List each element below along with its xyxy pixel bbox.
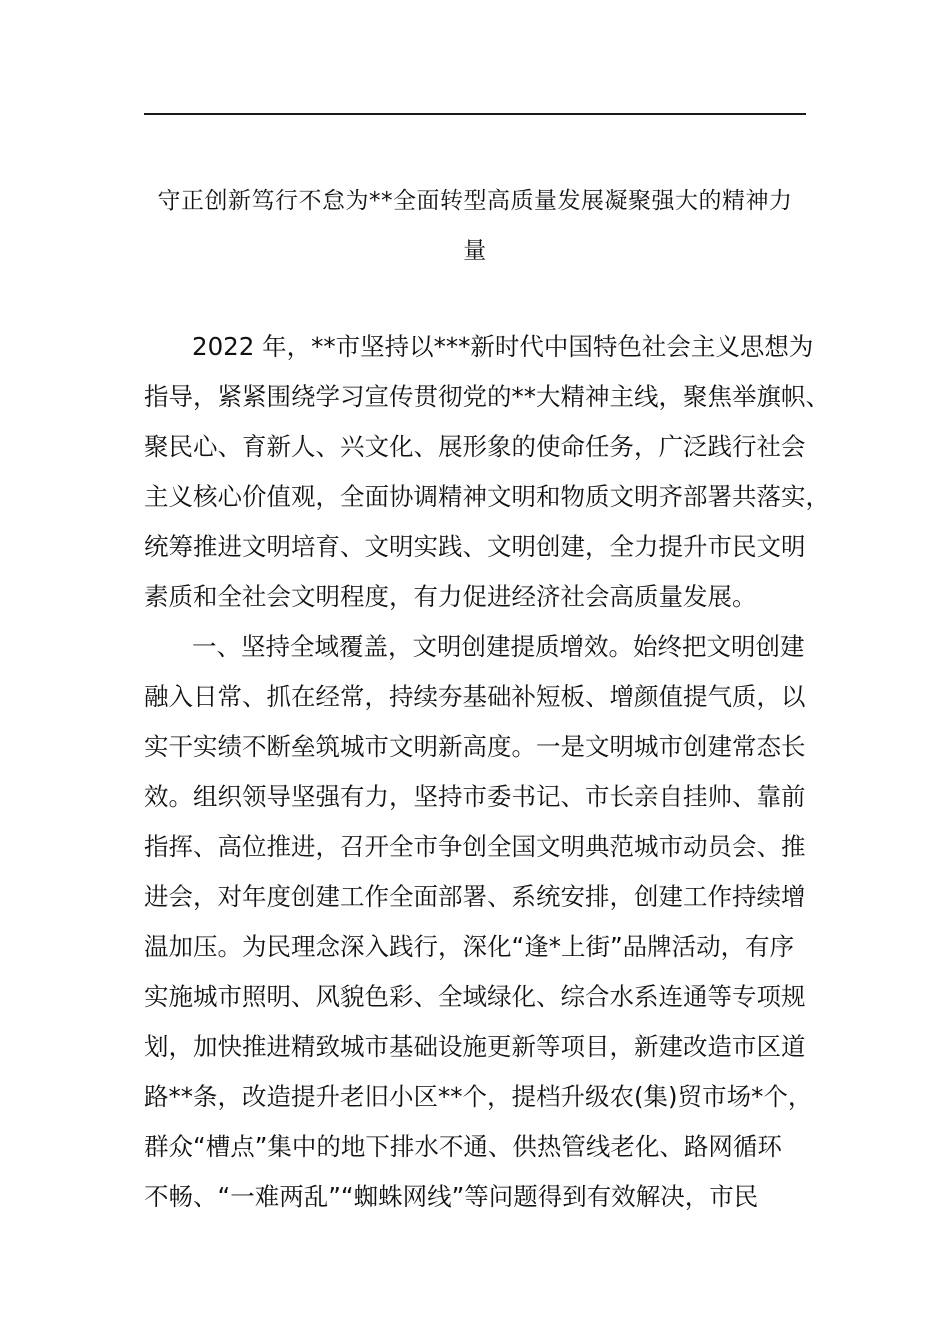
text-line: 效。组织领导坚强有力，坚持市委书记、市长亲自挂帅、靠前 (144, 782, 806, 811)
text-line: 划，加快推进精致城市基础设施更新等项目，新建改造市区道 (144, 1032, 806, 1061)
paragraph-intro (144, 322, 830, 622)
text-line: 一、坚持全域覆盖，文明创建提质增效。始终把文明创建 (192, 632, 805, 661)
paragraph-section-one (144, 622, 820, 1222)
text-line: 主义核心价值观，全面协调精神文明和物质文明齐部署共落实， (144, 482, 830, 511)
text-line: 进会，对年度创建工作全面部署、系统安排，创建工作持续增 (144, 882, 806, 911)
text-line: 聚民心、育新人、兴文化、展形象的使命任务，广泛践行社会 (144, 432, 806, 461)
text-line: 实干实绩不断垒筑城市文明新高度。一是文明城市创建常态长 (144, 732, 806, 761)
text-line: 温加压。为民理念深入践行，深化“逢*上街”品牌活动，有序 (144, 932, 795, 961)
text-line: 指导，紧紧围绕学习宣传贯彻党的**大精神主线，聚焦举旗帜、 (144, 382, 830, 411)
text-line: 融入日常、抓在经常，持续夯基础补短板、增颜值提气质，以 (144, 682, 806, 711)
text-line: 素质和全社会文明程度，有力促进经济社会高质量发展。 (144, 582, 757, 611)
text-line: 2022 年，**市坚持以***新时代中国特色社会主义思想为 (192, 332, 814, 361)
title-line: 量 (463, 238, 487, 264)
text-line: 统筹推进文明培育、文明实践、文明创建，全力提升市民文明 (144, 532, 806, 561)
document-title (140, 176, 810, 276)
title-line: 守正创新笃行不怠为**全面转型高质量发展凝聚强大的精神力 (157, 188, 793, 214)
text-line: 路**条，改造提升老旧小区**个，提档升级农(集)贸市场*个， (144, 1082, 813, 1111)
header-rule (144, 113, 806, 115)
document-body (144, 322, 830, 1222)
text-line: 指挥、高位推进，召开全市争创全国文明典范城市动员会、推 (144, 832, 806, 861)
text-line: 不畅、“一难两乱”“蜘蛛网线”等问题得到有效解决，市民 (144, 1182, 759, 1211)
text-line: 实施城市照明、风貌色彩、全域绿化、综合水系连通等专项规 (144, 982, 806, 1011)
text-line: 群众“槽点”集中的地下排水不通、供热管线老化、路网循环 (144, 1132, 782, 1161)
